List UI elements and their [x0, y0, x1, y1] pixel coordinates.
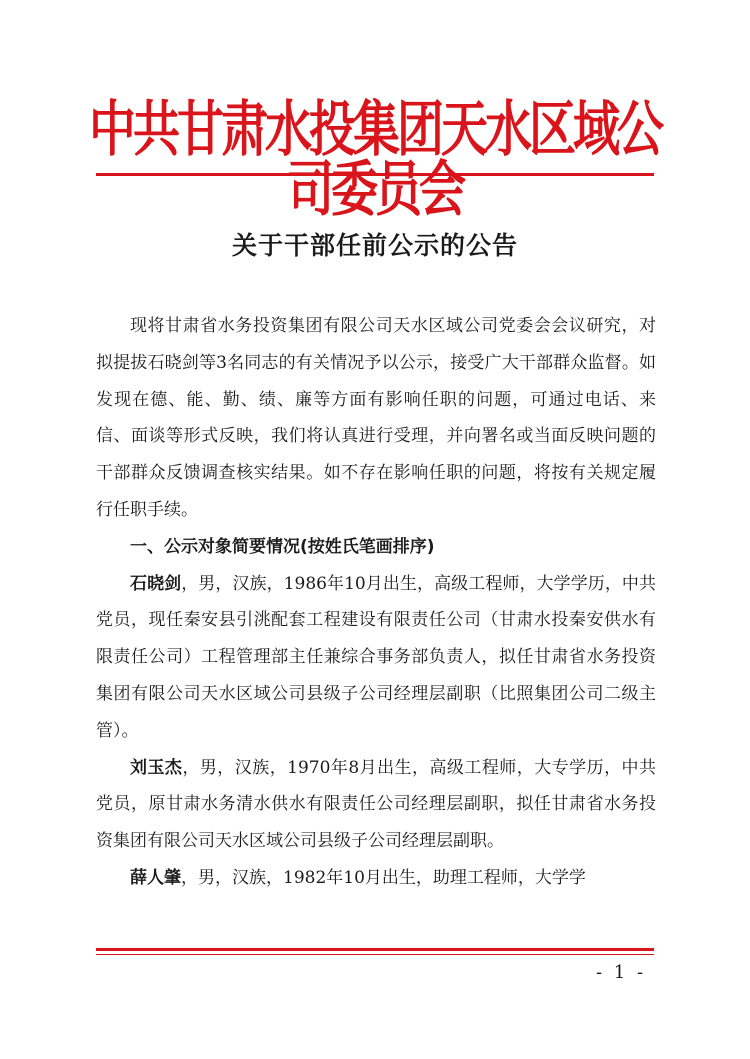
page-number: - 1 -: [596, 962, 647, 983]
letterhead-red-rule: [96, 173, 654, 176]
intro-paragraph: 现将甘肃省水务投资集团有限公司天水区域公司党委会会议研究，对拟提拔石晓剑等3名同志的有关情况予以公示，接受广大干部群众监督。如发现在德、能、勤、绩、廉等方面有影响任职的问题，可通过电话、来信、面谈等形式反映，我们将认真进行受理，并向署名或当面反映问题的干部群众反馈调查核实结果。如不存在影响任职的问题，将按有关规定履行任职手续。: [96, 316, 656, 520]
candidate-paragraph: [96, 750, 656, 860]
candidate-paragraph: [96, 566, 656, 750]
section-heading: 一、公示对象简要情况(按姓氏笔画排序): [130, 536, 435, 557]
candidate-name: 薛人肇: [130, 867, 181, 888]
notice-body: [96, 308, 656, 897]
candidate-details: ，男，汉族，1970年8月出生，高级工程师，大专学历，中共党员，原甘肃水务清水供水有限责任公司经理层副职，拟任甘肃省水务投资集团有限公司天水区域公司县级子公司经理层副职。: [96, 757, 656, 852]
letterhead: 中共甘肃水投集团天水区域公司委员会: [89, 94, 661, 226]
candidate-name: 石晓剑: [130, 573, 182, 594]
notice-title: 关于干部任前公示的公告: [231, 231, 518, 260]
candidate-details: ，男，汉族，1982年10月出生，助理工程师，大学学: [181, 867, 586, 888]
candidate-details: ，男，汉族，1986年10月出生，高级工程师，大学学历，中共党员，现任秦安县引洮配套工程建设有限责任公司（甘肃水投秦安供水有限责任公司）工程管理部主任兼综合事务部负责人，拟任甘肃省水务投资集团有限公司天水区域公司县级子公司经理层副职（比照集团公司二级主管）。: [96, 573, 656, 741]
footer-red-rule-thick: [96, 948, 654, 951]
candidate-name: 刘玉杰: [130, 757, 183, 778]
footer-red-rule-thin: [96, 954, 654, 955]
candidate-paragraph: [96, 860, 656, 897]
